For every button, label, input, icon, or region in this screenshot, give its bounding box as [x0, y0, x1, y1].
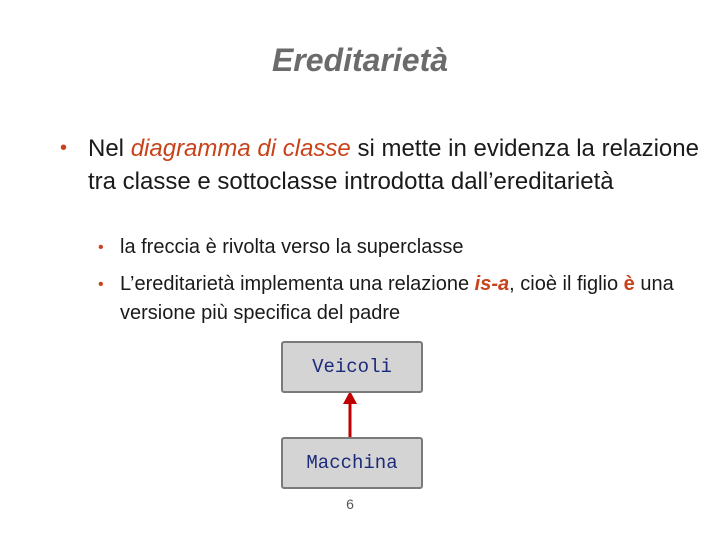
sub-bullet-dot: •	[98, 239, 104, 256]
sub-bullet-dot: •	[98, 276, 104, 293]
e-term: è	[623, 273, 635, 295]
is-a-term: is-a	[474, 273, 510, 295]
bullet-1-after: si mette in evidenza la relazione tra classe e sottoclasse introdotta dall’ereditarietà	[88, 135, 699, 195]
class-box-superclass: Veicoli	[281, 341, 423, 393]
bullet-dot: •	[60, 137, 68, 159]
slide-title: Ereditarietà	[271, 42, 449, 78]
sub-bullet-2-before: L’ereditarietà implementa una relazione	[120, 273, 475, 295]
sub-bullet-2-mid: , cioè il figlio	[509, 273, 624, 295]
sub-bullet-1-text: la freccia è rivolta verso la superclasse	[120, 236, 464, 258]
page-number: 6	[346, 496, 354, 512]
bullet-1-emphasis: diagramma di classe	[130, 135, 351, 162]
sub-bullet-2-after: una versione più specifica del padre	[120, 273, 674, 324]
class-box-subclass: Macchina	[281, 437, 423, 489]
bullet-1-before: Nel	[88, 135, 131, 162]
